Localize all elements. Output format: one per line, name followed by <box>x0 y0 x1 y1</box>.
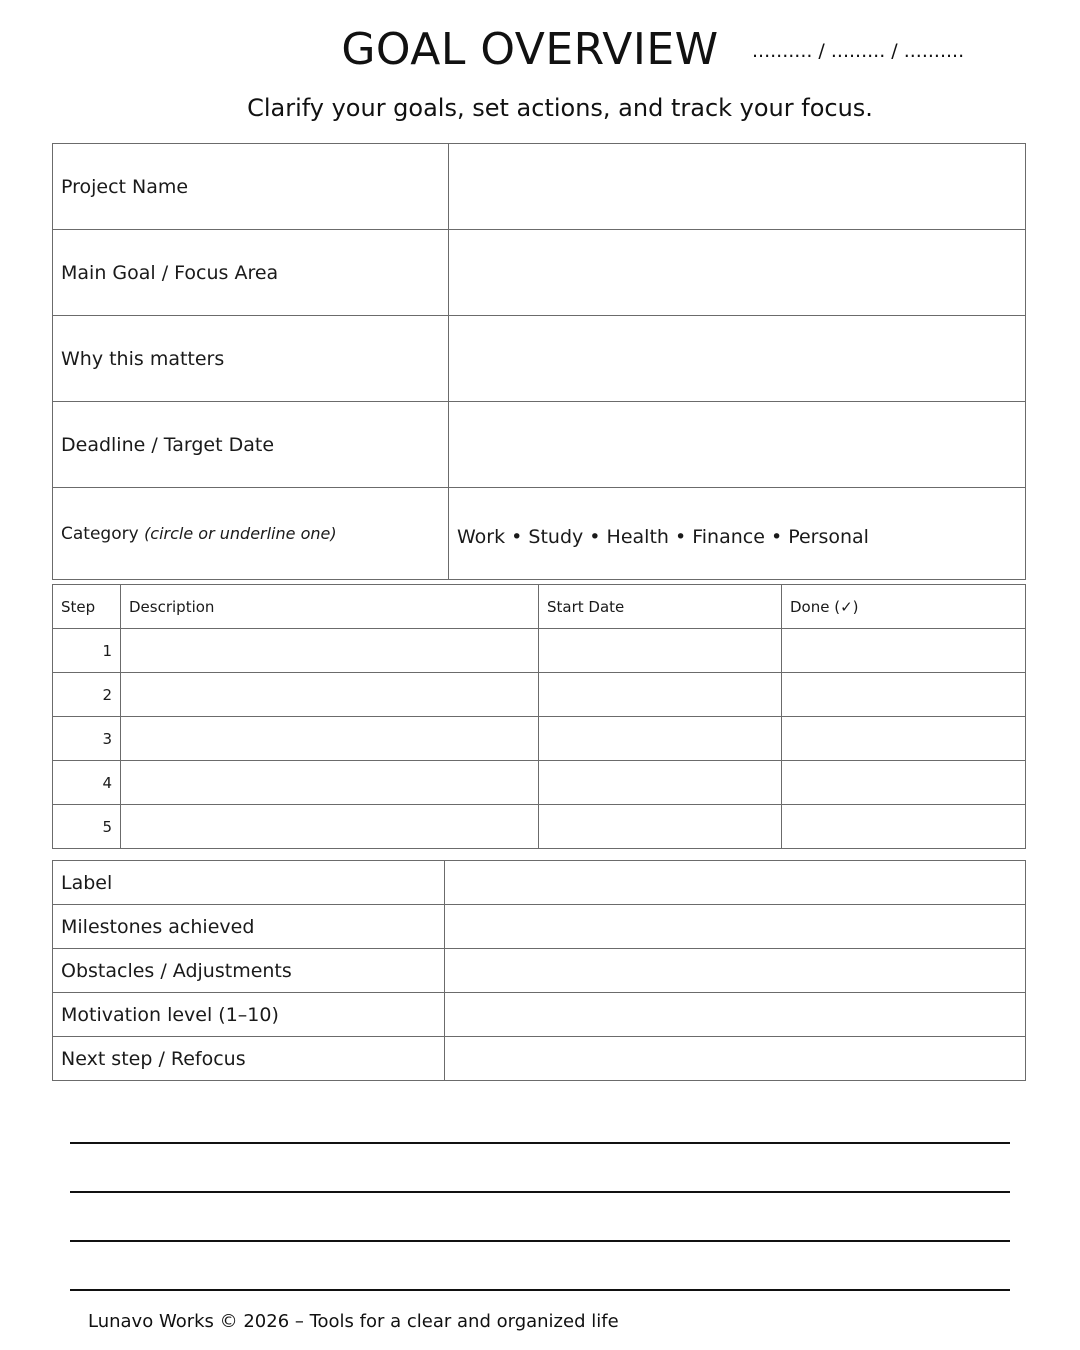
review-field[interactable] <box>445 861 1026 905</box>
step-description-cell[interactable] <box>121 805 539 849</box>
steps-table <box>52 584 1026 849</box>
review-label: Milestones achieved <box>53 905 445 949</box>
table-row <box>53 861 1026 905</box>
why-matters-field[interactable] <box>449 316 1026 402</box>
step-description-cell[interactable] <box>121 761 539 805</box>
review-field[interactable] <box>445 949 1026 993</box>
table-row <box>53 993 1026 1037</box>
project-name-label: Project Name <box>53 144 449 230</box>
review-label: Motivation level (1–10) <box>53 993 445 1037</box>
main-goal-label: Main Goal / Focus Area <box>53 230 449 316</box>
table-row <box>53 230 1026 316</box>
step-start-date-cell[interactable] <box>539 673 782 717</box>
table-row <box>53 717 1026 761</box>
table-row <box>53 1037 1026 1081</box>
category-hint: (circle or underline one) <box>144 523 337 543</box>
category-label <box>53 488 449 580</box>
step-number: 1 <box>53 629 121 673</box>
review-field[interactable] <box>445 1037 1026 1081</box>
table-row <box>53 905 1026 949</box>
note-line[interactable] <box>70 1289 1010 1291</box>
note-line[interactable] <box>70 1142 1010 1144</box>
step-done-cell[interactable] <box>782 629 1026 673</box>
note-line[interactable] <box>70 1240 1010 1242</box>
step-done-cell[interactable] <box>782 717 1026 761</box>
step-description-cell[interactable] <box>121 629 539 673</box>
review-table <box>52 860 1026 1081</box>
project-name-field[interactable] <box>449 144 1026 230</box>
description-header: Description <box>121 585 539 629</box>
step-start-date-cell[interactable] <box>539 629 782 673</box>
table-row <box>53 488 1026 580</box>
table-row <box>53 316 1026 402</box>
deadline-label: Deadline / Target Date <box>53 402 449 488</box>
step-start-date-cell[interactable] <box>539 805 782 849</box>
step-number: 4 <box>53 761 121 805</box>
step-description-cell[interactable] <box>121 717 539 761</box>
step-start-date-cell[interactable] <box>539 717 782 761</box>
review-label: Obstacles / Adjustments <box>53 949 445 993</box>
why-matters-label: Why this matters <box>53 316 449 402</box>
page-title: GOAL OVERVIEW <box>341 24 719 75</box>
review-label: Next step / Refocus <box>53 1037 445 1081</box>
table-header-row <box>53 585 1026 629</box>
date-field[interactable]: .......... / ......... / .......... <box>752 40 965 62</box>
step-number: 2 <box>53 673 121 717</box>
step-number: 5 <box>53 805 121 849</box>
done-header: Done (✓) <box>782 585 1026 629</box>
review-field[interactable] <box>445 993 1026 1037</box>
step-description-cell[interactable] <box>121 673 539 717</box>
review-label: Label <box>53 861 445 905</box>
goal-info-table <box>52 143 1026 580</box>
table-row <box>53 761 1026 805</box>
table-row <box>53 629 1026 673</box>
review-field[interactable] <box>445 905 1026 949</box>
step-number: 3 <box>53 717 121 761</box>
table-row <box>53 805 1026 849</box>
deadline-field[interactable] <box>449 402 1026 488</box>
table-row <box>53 402 1026 488</box>
note-line[interactable] <box>70 1191 1010 1193</box>
page-subtitle: Clarify your goals, set actions, and track your focus. <box>247 94 873 122</box>
step-done-cell[interactable] <box>782 761 1026 805</box>
step-start-date-cell[interactable] <box>539 761 782 805</box>
category-label-text: Category <box>61 523 139 544</box>
footer-text: Lunavo Works © 2026 – Tools for a clear and organized life <box>88 1311 619 1332</box>
start-date-header: Start Date <box>539 585 782 629</box>
note-lines <box>70 1142 1010 1338</box>
table-row <box>53 673 1026 717</box>
category-options[interactable]: Work • Study • Health • Finance • Personal <box>449 488 1026 580</box>
table-row <box>53 949 1026 993</box>
step-done-cell[interactable] <box>782 673 1026 717</box>
step-done-cell[interactable] <box>782 805 1026 849</box>
step-header: Step <box>53 585 121 629</box>
main-goal-field[interactable] <box>449 230 1026 316</box>
table-row <box>53 144 1026 230</box>
